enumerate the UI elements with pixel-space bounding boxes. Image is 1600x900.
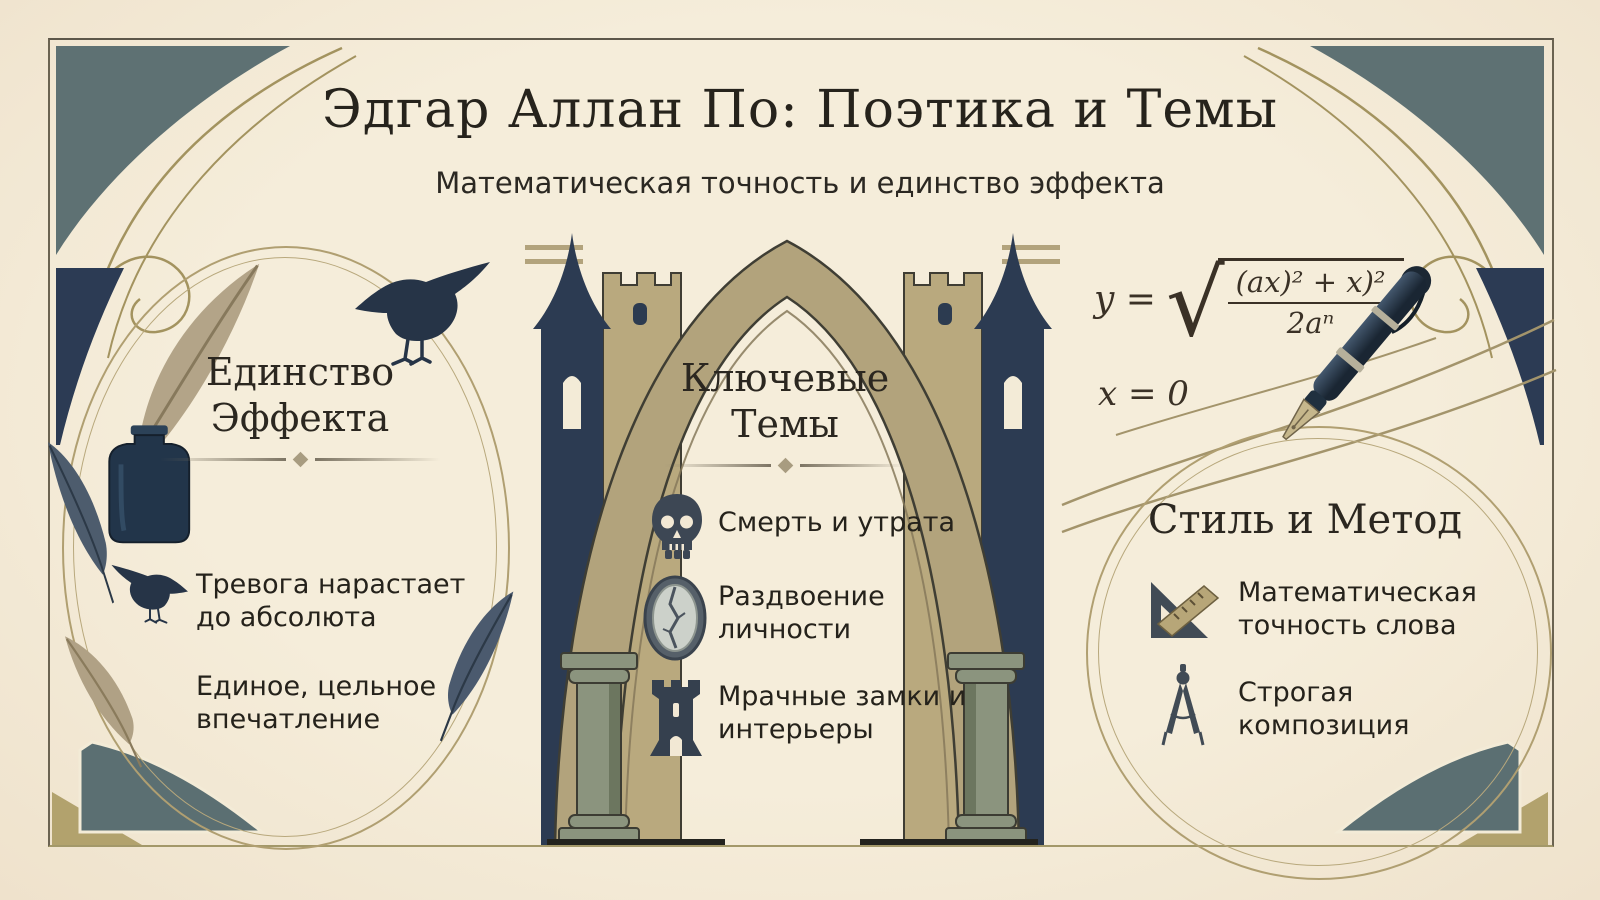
center-panel-item-1: Смерть и утрата bbox=[718, 507, 955, 538]
set-square-ruler-icon bbox=[1146, 574, 1224, 642]
left-panel-item-1: Тревога нарастает до абсолюта bbox=[196, 569, 466, 634]
page-title: Эдгар Аллан По: Поэтика и Темы bbox=[322, 80, 1278, 140]
formula-second-line: x = 0 bbox=[1098, 374, 1189, 414]
center-panel-heading: Ключевые Темы bbox=[680, 356, 890, 446]
drafting-compass-icon bbox=[1152, 664, 1214, 752]
skull-icon bbox=[648, 492, 706, 564]
fountain-pen-icon bbox=[1238, 230, 1452, 502]
center-panel-divider bbox=[664, 460, 906, 471]
right-panel-heading: Стиль и Метод bbox=[1147, 497, 1463, 543]
page-subtitle: Математическая точность и единство эффекта bbox=[435, 166, 1165, 200]
radical-sign: √ bbox=[1165, 249, 1225, 357]
right-panel-item-2: Строгая композиция bbox=[1238, 677, 1410, 742]
left-panel-divider bbox=[160, 454, 440, 465]
broken-mirror-icon bbox=[642, 574, 708, 662]
formula-denominator: 2aⁿ bbox=[1286, 306, 1335, 340]
small-raven-icon bbox=[108, 562, 192, 630]
center-panel-item-2: Раздвоение личности bbox=[718, 581, 885, 646]
castle-tower-icon bbox=[648, 676, 704, 760]
divider-diamond bbox=[292, 452, 308, 468]
divider-diamond bbox=[777, 458, 793, 474]
formula-numerator: (ax)² + x)² bbox=[1228, 265, 1394, 304]
formula-lhs: y = bbox=[1094, 278, 1156, 320]
left-panel-item-2: Единое, цельное впечатление bbox=[196, 671, 437, 736]
tan-feather-icon bbox=[58, 628, 163, 803]
right-panel-item-1: Математическая точность слова bbox=[1238, 577, 1477, 642]
left-panel-heading: Единство Эффекта bbox=[205, 350, 395, 440]
center-panel-item-3: Мрачные замки и интерьеры bbox=[718, 681, 967, 746]
